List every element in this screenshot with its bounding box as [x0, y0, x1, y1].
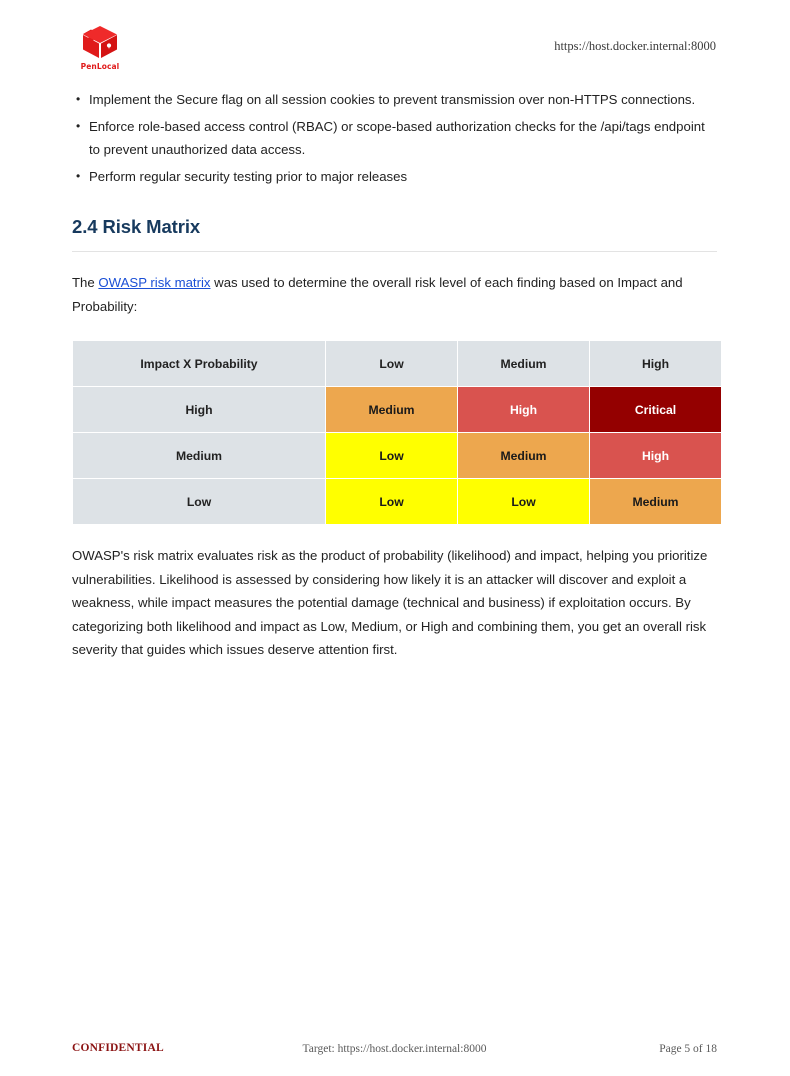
page-title: 2.4 Risk Matrix [72, 216, 201, 237]
row-label-medium: Medium [73, 433, 326, 479]
matrix-cell-medium-high: High [590, 433, 722, 479]
header-target-url: https://host.docker.internal:8000 [554, 39, 716, 53]
footer-target-text: Target: https://host.docker.internal:8000 [302, 1043, 487, 1055]
matrix-cell-low-medium: Low [458, 479, 590, 525]
owasp-risk-matrix-link[interactable]: OWASP risk matrix [98, 275, 211, 290]
matrix-corner-label: Impact X Probability [73, 341, 326, 387]
page-header [0, 0, 790, 82]
matrix-cell-medium-medium: Medium [458, 433, 590, 479]
risk-matrix-container [72, 340, 717, 525]
table-row [73, 387, 722, 433]
section-divider [72, 251, 717, 252]
column-header-high: High [590, 341, 722, 387]
column-header-medium: Medium [458, 341, 590, 387]
row-label-low: Low [73, 479, 326, 525]
list-item: • Enforce role-based access control (RBAC) or scope-based authorization checks for the /api/tags endpoint to prevent unauthorized data access. [72, 115, 717, 162]
intro-text-after: was used to determine the overall risk level of each finding based on Impact and Probability: [72, 275, 683, 314]
table-header-row [73, 341, 722, 387]
table-row [73, 433, 722, 479]
matrix-cell-high-high: Critical [590, 387, 722, 433]
column-header-low: Low [326, 341, 458, 387]
page-number: Page 5 of 18 [659, 1043, 717, 1055]
recommendation-list [72, 88, 717, 188]
matrix-cell-medium-low: Low [326, 433, 458, 479]
brand-name: PenLocal [80, 62, 120, 71]
page-footer [72, 1042, 717, 1062]
document-content [72, 88, 717, 662]
list-item: • Perform regular security testing prior to major releases [72, 165, 717, 189]
brand-logo [72, 25, 128, 71]
risk-matrix-explanation: OWASP's risk matrix evaluates risk as the product of probability (likelihood) and impact, helping you prioritize vulnerabilities. Likelihood is assessed by considering how likely it is an attacker will discover and exploit a weakness, while impact measures the potential damage (technical and business) if exploitation occurs. By categorizing both likelihood and impact as Low, Medium, or High and combining them, you get an overall risk severity that guides which issues deserve attention first. [72, 548, 708, 657]
matrix-cell-high-low: Medium [326, 387, 458, 433]
list-item: • Implement the Secure flag on all session cookies to prevent transmission over non-HTTPS connections. [72, 88, 717, 112]
matrix-cell-low-low: Low [326, 479, 458, 525]
row-label-high: High [73, 387, 326, 433]
table-row [73, 479, 722, 525]
confidential-label: CONFIDENTIAL [72, 1042, 164, 1054]
matrix-cell-high-medium: High [458, 387, 590, 433]
matrix-cell-low-high: Medium [590, 479, 722, 525]
intro-text-before: The [72, 275, 99, 290]
risk-matrix-table [72, 340, 722, 525]
package-box-icon [80, 25, 120, 61]
risk-matrix-intro [72, 271, 717, 318]
